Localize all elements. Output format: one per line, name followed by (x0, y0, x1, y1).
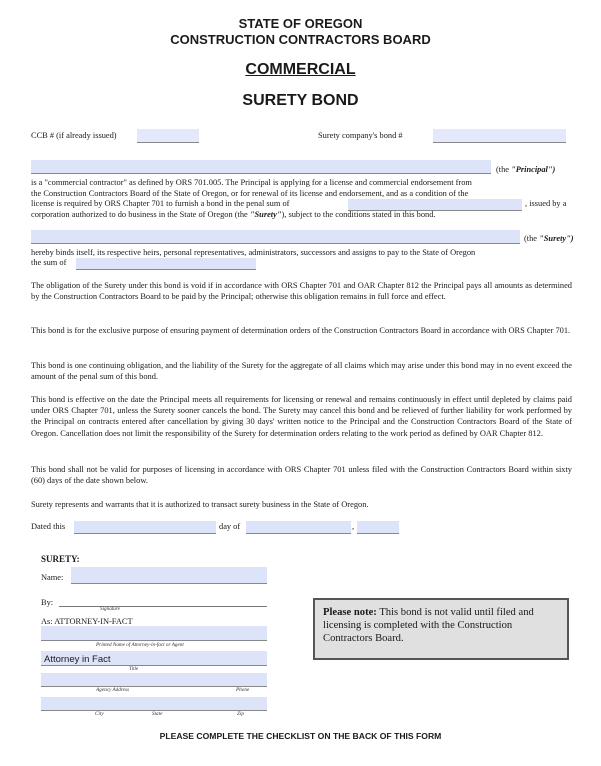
principal-line-3: license is required by ORS Chapter 701 to furnish a bond in the penal sum of (31, 199, 290, 208)
printed-name-caption: Printed Name of Attorney-in-fact or Agent (96, 642, 184, 648)
principal-word: "Principal") (511, 165, 556, 174)
principal-line-4b: ), subject to the conditions stated in this bond. (281, 210, 436, 219)
principal-line-2: the Construction Contractors Board of the State of Oregon, or for renewal of its license and endorsement, and as a condition of the (31, 189, 469, 198)
principal-line-4 (31, 210, 436, 219)
surety-word: "Surety") (539, 234, 574, 243)
note-text: This bond is not valid until filed and licensing is completed with the Construction Contractors Board. (323, 607, 534, 644)
title-caption: Title (129, 666, 139, 672)
signer-name-field[interactable] (71, 567, 267, 584)
dated-month-field[interactable] (246, 521, 351, 534)
bond-number-field[interactable] (433, 129, 566, 143)
phone-caption: Phone (236, 687, 250, 693)
as-attorney-label: As: ATTORNEY-IN-FACT (41, 617, 133, 626)
agency-state: STATE OF OREGON (238, 16, 363, 31)
principal-the-label: (the (496, 165, 510, 174)
principal-line-4a: corporation authorized to do business in the State of Oregon (the (31, 210, 248, 219)
day-of-label: day of (219, 522, 241, 531)
title-value: Attorney in Fact (44, 654, 111, 665)
principal-line-1: is a "commercial contractor" as defined by ORS 701.005. The Principal is applying for a license and commercial endorsement from (31, 178, 472, 187)
form-title-surety-bond: SURETY BOND (242, 92, 359, 109)
dated-comma: , (352, 522, 355, 531)
state-caption: State (152, 711, 163, 717)
principal-name-field[interactable] (31, 160, 491, 174)
signer-name-label: Name: (41, 573, 64, 582)
ccb-label: CCB # (if already issued) (31, 131, 117, 140)
agency-address-field[interactable] (41, 673, 267, 687)
principal-designation (496, 165, 555, 174)
surety-name-field[interactable] (31, 230, 520, 244)
not-valid-paragraph: This bond shall not be valid for purposes of licensing in accordance with ORS Chapter 701 unless filed with the Construction Contractors Board within sixty (60) days of the date shown below. (31, 465, 572, 486)
signature-caption: Signature (100, 606, 120, 612)
principal-line-4-surety: "Surety" (249, 210, 282, 219)
purpose-paragraph: This bond is for the exclusive purpose of ensuring payment of determination orders of the Construction Contractors Board in accordance with ORS Chapter 701. (31, 326, 571, 335)
surety-line-1: hereby binds itself, its respective heirs, personal representatives, administrators, successors and assigns to pay to the State of Oregon (31, 248, 476, 257)
principal-line-3-end: , issued by a (525, 199, 567, 208)
surety-designation (524, 234, 574, 243)
ccb-number-field[interactable] (137, 129, 199, 143)
printed-name-field[interactable] (41, 626, 267, 641)
footer-checklist-notice: PLEASE COMPLETE THE CHECKLIST ON THE BACK OF THIS FORM (159, 731, 442, 741)
represents-paragraph: Surety represents and warrants that it is authorized to transact surety business in the State of Oregon. (31, 500, 369, 509)
dated-label: Dated this (31, 522, 66, 531)
surety-sum-field[interactable] (76, 258, 256, 270)
dated-year-field[interactable] (357, 521, 399, 534)
effective-paragraph: This bond is effective on the date the Principal meets all requirements for licensing or renewal and remains continuously in effect until depleted by claims paid under ORS Chapter 701, unless the Surety sooner cancels the bond. The Surety may cancel this bond and be relieved of further liability for work performed by the Principal on contracts entered after cancellation by giving 30 days' written notice to the Principal and the Construction Contractors Board of the State of Oregon. Cancellation does not limit the responsibility of the Surety for determination orders relating to the work period as defined by OAR Chapter 812. (31, 395, 572, 438)
validity-note-box (313, 598, 569, 660)
agency-address-caption: Agency Address (96, 687, 129, 693)
form-title-commercial: COMMERCIAL (245, 61, 356, 78)
note-bold-label: Please note: (323, 607, 377, 618)
surety-signature-heading: SURETY: (41, 554, 80, 564)
bond-number-label: Surety company's bond # (318, 131, 403, 140)
dated-day-field[interactable] (74, 521, 216, 534)
continuing-paragraph: This bond is one continuing obligation, and the liability of the Surety for the aggregate of all claims which may arise under this bond may in no event exceed the amount of the penal sum of this bond. (31, 361, 572, 382)
surety-the-label: (the (524, 234, 538, 243)
obligation-paragraph: The obligation of the Surety under this bond is void if in accordance with ORS Chapter 701 and OAR Chapter 812 the Principal pays all amounts as determined by the Construction Contractors Board to be paid by the Principal; otherwise this obligation remains in full force and effect. (31, 281, 572, 302)
signature-line[interactable] (59, 592, 267, 607)
zip-caption: Zip (237, 711, 244, 717)
by-label: By: (41, 598, 54, 607)
surety-line-2: the sum of (31, 258, 67, 267)
agency-name: CONSTRUCTION CONTRACTORS BOARD (170, 32, 431, 47)
city-state-zip-field[interactable] (41, 697, 267, 711)
city-caption: City (95, 711, 104, 717)
